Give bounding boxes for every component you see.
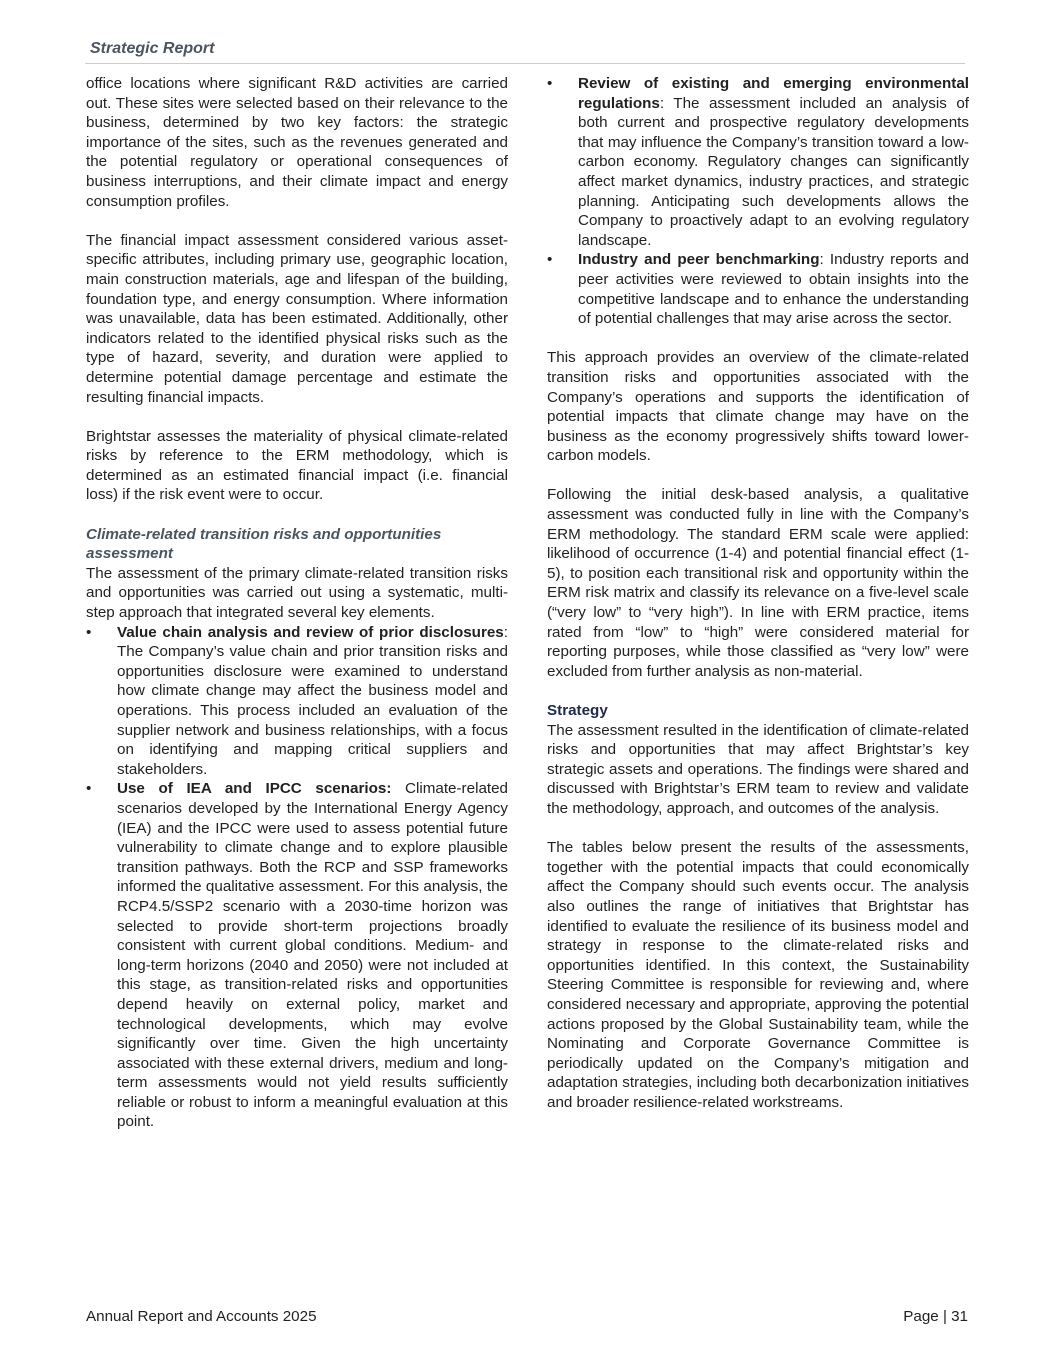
- bullet-icon: •: [86, 780, 92, 798]
- bullet-title: Review of existing and emerging environmental regulations: [578, 75, 969, 112]
- strategy-heading: Strategy: [547, 702, 608, 719]
- paragraph: The tables below present the results of the assessments, together with the potential impacts that could economically affect the Company should such events occur. The analysis also outlines the range of initiatives that Brightstar has identified to evaluate the resilience of its business model and strategy in response to the climate-related risks and opportunities identified. In this context, the Sustainability Steering Committee is responsible for reviewing and, where considered necessary and appropriate, approving the potential actions proposed by the Global Sustainability team, while the Nominating and Corporate Governance Committee is periodically updated on the Company’s mitigation and adaptation strategies, including both decarbonization initiatives and broader resilience-related workstreams.: [547, 839, 969, 1111]
- bullet-icon: •: [547, 75, 553, 92]
- bullet-text: : The assessment included an analysis of both current and prospective regulatory developments that may influence the Company’s transition toward a low-carbon economy. Regulatory changes can significantly affect market dynamics, industry practices, and strategic planning. Anticipating such developments allows the Company to proactively adapt to an evolving regulatory landscape.: [578, 94, 969, 249]
- footer-report-title: Annual Report and Accounts 2025: [86, 1308, 317, 1325]
- paragraph: Following the initial desk-based analysis, a qualitative assessment was conducted fully in line with the Company’s ERM methodology. The standard ERM scale were applied: likelihood of occurrence (1-4) and potential financial effect (1-5), to position each transitional risk and opportunity within the ERM risk matrix and classify its relevance on a five-level scale (“very low” to “very high”). In line with ERM practice, items rated from “low” to “high” were considered material for reporting purposes, while those classified as “very low” were excluded from further analysis as non-material.: [547, 486, 969, 680]
- list-item: [547, 74, 969, 250]
- header-divider: [85, 63, 965, 64]
- paragraph: The assessment of the primary climate-related transition risks and opportunities was carried out using a systematic, multi-step approach that integrated several key elements.: [86, 564, 508, 622]
- bullet-text: : The Company’s value chain and prior transition risks and opportunities disclosure were examined to understand how climate change may affect the business model and operations. This process included an evaluation of the supplier network and business relationships, with a focus on identifying and mapping critical suppliers and stakeholders.: [117, 623, 508, 778]
- bullet-title: Industry and peer benchmarking: [578, 251, 820, 269]
- paragraph: office locations where significant R&D activities are carried out. These sites were selected based on their relevance to the business, determined by two key factors: the strategic importance of the sites, such as the revenues generated and the potential regulatory or operational consequences of business interruptions, and their climate impact and energy consumption profiles.: [86, 75, 508, 210]
- right-column: [547, 74, 969, 1112]
- list-item: [86, 623, 508, 780]
- list-item: [86, 779, 508, 1132]
- paragraph: Brightstar assesses the materiality of physical climate-related risks by reference to the ERM methodology, which is determined as an estimated financial impact (i.e. financial loss) if the risk event were to occur.: [86, 427, 508, 504]
- bullet-text: Climate-related scenarios developed by the International Energy Agency (IEA) and the IPCC were used to assess potential future vulnerability to climate change and to explore plausible transition pathways. Both the RCP and SSP frameworks informed the qualitative assessment. For this analysis, the RCP4.5/SSP2 scenario with a 2030-time horizon was selected to provide short-term projections broadly consistent with current global conditions. Medium‑ and long-term horizons (2040 and 2050) were not included at this stage, as transition-related risks and opportunities depend heavily on external policy, market and technological developments, which may evolve significantly over time. Given the high uncertainty associated with these external drivers, medium and long-term assessments would not yield results sufficiently reliable or robust to inform a meaningful evaluation at this point.: [117, 780, 508, 1131]
- bullet-text: : Industry reports and peer activities were reviewed to obtain insights into the competitive landscape and to enhance the understanding of potential challenges that may arise across the sector.: [578, 251, 969, 328]
- section-header: Strategic Report: [90, 40, 215, 57]
- bullet-list: [547, 74, 969, 329]
- paragraph: The assessment resulted in the identification of climate-related risks and opportunities that may affect Brightstar’s key strategic assets and operations. The findings were shared and discussed with Brightstar’s ERM team to review and validate the methodology, approach, and outcomes of the analysis.: [547, 721, 969, 817]
- footer-page-number: Page | 31: [903, 1308, 968, 1325]
- list-item: [547, 250, 969, 328]
- paragraph: The financial impact assessment considered various asset-specific attributes, including primary use, geographic location, main construction materials, age and lifespan of the building, foundation type, and energy consumption. Where information was unavailable, data has been estimated. Additionally, other indicators related to the identified physical risks such as the type of hazard, severity, and duration were applied to determine potential damage percentage and estimate the resulting financial impacts.: [86, 231, 508, 406]
- left-column: [86, 74, 508, 1132]
- bullet-icon: •: [547, 251, 553, 269]
- paragraph: This approach provides an overview of the climate-related transition risks and opportunities associated with the Company’s operations and supports the identification of potential impacts that climate change may have on the business as the economy progressively shifts toward lower-carbon models.: [547, 349, 969, 465]
- bullet-list: [86, 623, 508, 1132]
- bullet-icon: •: [86, 623, 92, 641]
- bullet-title: Value chain analysis and review of prior disclosures: [117, 623, 504, 641]
- subheading-transition-risks: Climate-related transition risks and opportunities assessment: [86, 525, 442, 563]
- bullet-title: Use of IEA and IPCC scenarios:: [117, 780, 392, 798]
